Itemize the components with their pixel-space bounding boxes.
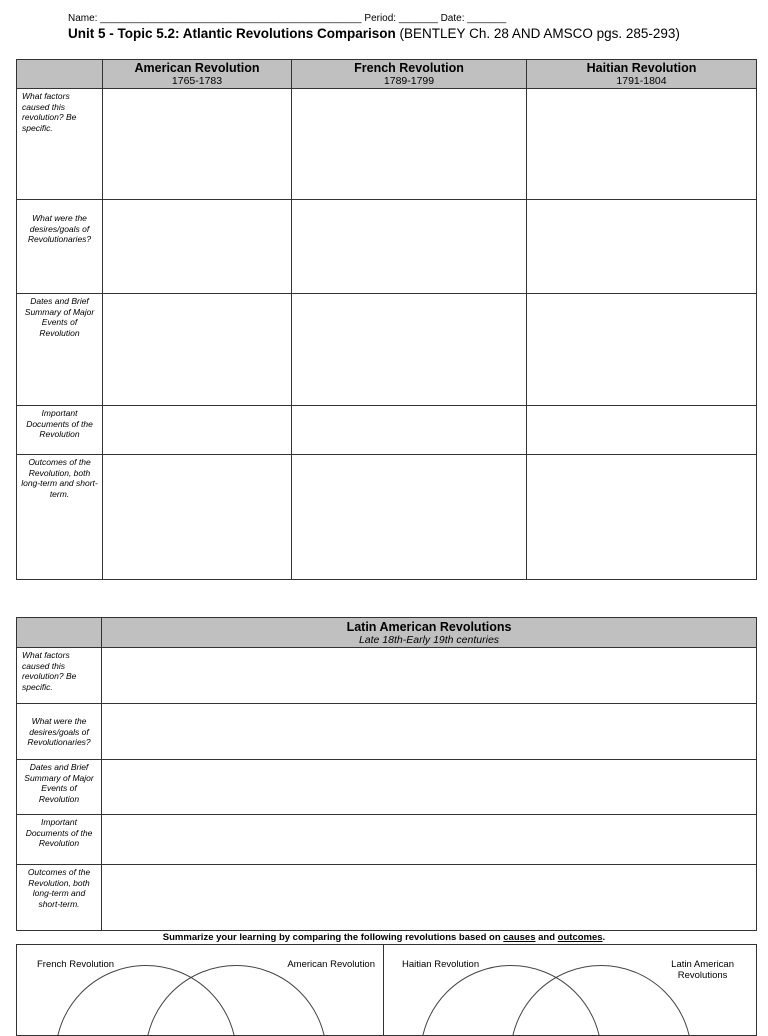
column-header-latin-american (102, 618, 757, 648)
column-dates: Late 18th-Early 19th centuries (358, 633, 500, 646)
summary-prefix: Summarize your learning by comparing the following revolutions based on (162, 932, 501, 943)
table-row (17, 760, 757, 815)
table-row (17, 89, 757, 200)
table-row (17, 455, 757, 580)
answer-cell[interactable] (103, 294, 292, 406)
title-source: (BENTLEY Ch. 28 AND AMSCO pgs. 285-293) (399, 26, 680, 41)
answer-cell[interactable] (102, 865, 757, 931)
answer-cell[interactable] (527, 200, 757, 294)
row-label-cell (17, 89, 103, 200)
row-label: What were the desires/goals of Revolutionaries? (27, 716, 91, 747)
answer-cell[interactable] (102, 815, 757, 865)
row-label-cell (17, 648, 102, 704)
column-title: Latin American Revolutions (346, 619, 512, 634)
title-main: Unit 5 - Topic 5.2: Atlantic Revolutions Comparison (68, 26, 396, 41)
answer-cell[interactable] (102, 704, 757, 760)
answer-cell[interactable] (527, 89, 757, 200)
answer-cell[interactable] (292, 406, 527, 455)
venn-label-haitian: Haitian Revolution (402, 959, 480, 970)
answer-cell[interactable] (103, 406, 292, 455)
column-header-french (292, 60, 527, 89)
venn-label-american: American Revolution (287, 959, 375, 970)
summary-causes: causes (503, 932, 536, 943)
column-header-haitian (527, 60, 757, 89)
table-row (17, 648, 757, 704)
column-title: French Revolution (354, 61, 464, 75)
venn-diagram-haitian-latin-american[interactable] (383, 944, 757, 1036)
row-label-cell (17, 815, 102, 865)
answer-cell[interactable] (292, 455, 527, 580)
answer-cell[interactable] (102, 760, 757, 815)
answer-cell[interactable] (292, 200, 527, 294)
row-label-cell (17, 760, 102, 815)
column-title: American Revolution (134, 61, 260, 75)
answer-cell[interactable] (102, 648, 757, 704)
name-period-date-line: Name: _______________________________________________ Period: _______ Date: _______ (68, 13, 507, 24)
page-title (68, 26, 680, 41)
row-label-cell (17, 455, 103, 580)
table-row (17, 200, 757, 294)
row-label: What factors caused this revolution? Be specific. (22, 650, 77, 692)
row-label-cell (17, 704, 102, 760)
table-row (17, 865, 757, 931)
answer-cell[interactable] (292, 294, 527, 406)
column-dates: 1789-1799 (383, 75, 435, 87)
table-header-row (17, 618, 757, 648)
row-label: Dates and Brief Summary of Major Events of Revolution (24, 296, 95, 338)
table-row (17, 815, 757, 865)
answer-cell[interactable] (292, 89, 527, 200)
column-header-american (103, 60, 292, 89)
answer-cell[interactable] (103, 200, 292, 294)
answer-cell[interactable] (527, 406, 757, 455)
table-header-row (17, 60, 757, 89)
column-dates: 1765-1783 (171, 75, 223, 87)
summary-instructions (0, 932, 768, 943)
table-row (17, 704, 757, 760)
venn-label-latin-american (671, 959, 734, 981)
venn-diagram-french-american[interactable] (16, 944, 384, 1036)
row-label-cell (17, 200, 103, 294)
row-label: What factors caused this revolution? Be specific. (22, 91, 77, 133)
venn-label-line: Latin American (671, 959, 734, 970)
row-label: What were the desires/goals of Revolutionaries? (27, 213, 92, 244)
row-label: Dates and Brief Summary of Major Events of Revolution (24, 762, 94, 804)
answer-cell[interactable] (103, 89, 292, 200)
answer-cell[interactable] (527, 455, 757, 580)
column-title: Haitian Revolution (586, 61, 697, 75)
answer-cell[interactable] (103, 455, 292, 580)
row-label: Outcomes of the Revolution, both long-term and short-term. (21, 457, 98, 499)
header-corner-cell (17, 60, 103, 89)
table-row (17, 406, 757, 455)
venn-label-french: French Revolution (37, 959, 115, 970)
header-corner-cell (17, 618, 102, 648)
row-label: Outcomes of the Revolution, both long-term and short-term. (27, 867, 91, 909)
row-label: Important Documents of the Revolution (25, 817, 93, 848)
summary-and: and (538, 932, 556, 943)
row-label: Important Documents of the Revolution (26, 408, 93, 439)
summary-outcomes: outcomes (557, 932, 603, 943)
summary-suffix: . (602, 932, 606, 943)
column-dates: 1791-1804 (616, 75, 667, 87)
answer-cell[interactable] (527, 294, 757, 406)
comparison-table (16, 59, 757, 580)
row-label-cell (17, 865, 102, 931)
latin-america-table (16, 617, 757, 931)
table-row (17, 294, 757, 406)
row-label-cell (17, 294, 103, 406)
venn-label-line: Revolutions (677, 970, 728, 981)
row-label-cell (17, 406, 103, 455)
